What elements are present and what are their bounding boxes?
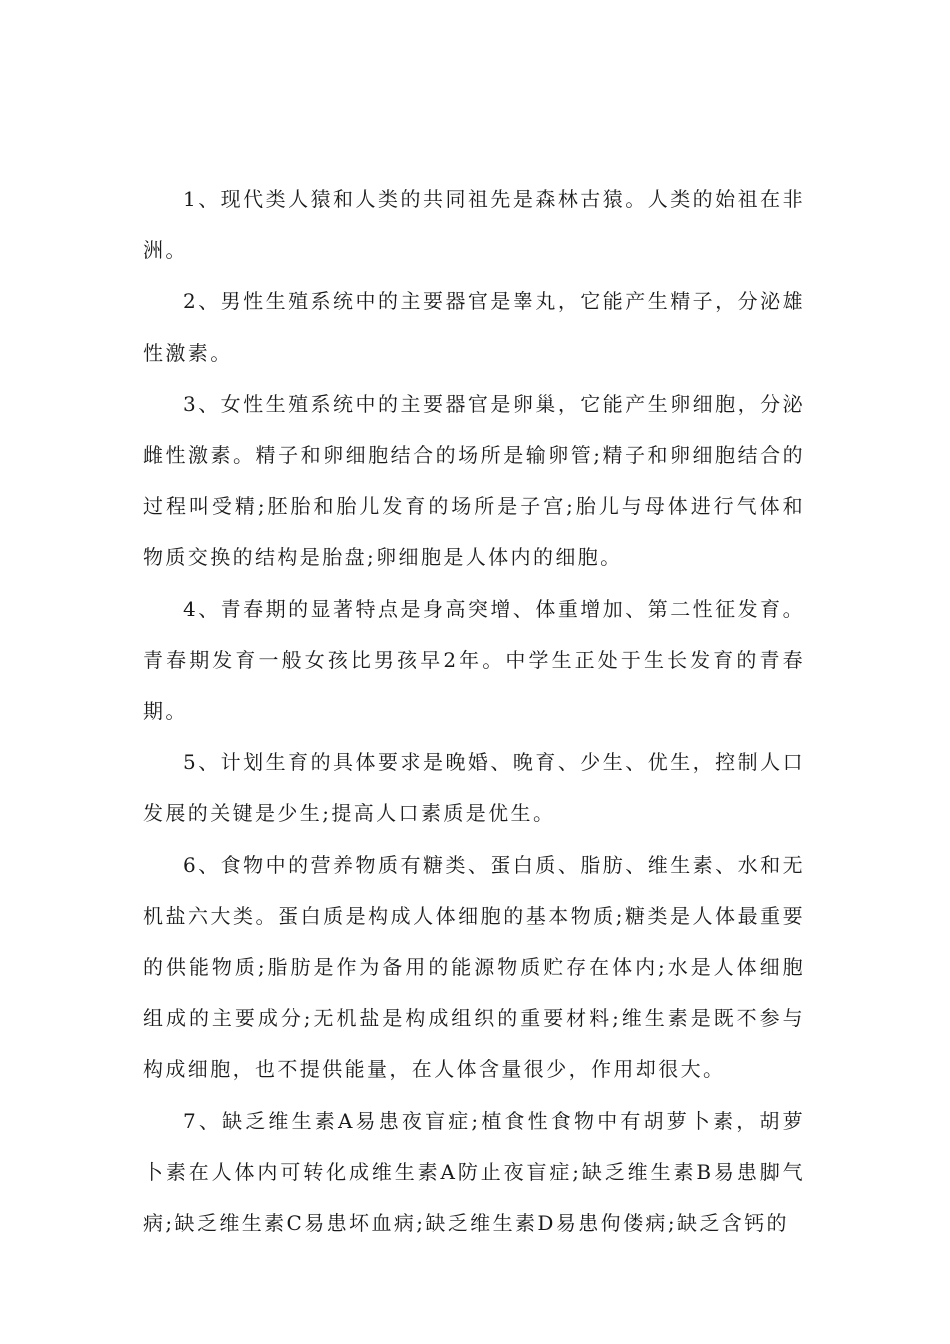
document-body <box>143 174 805 1249</box>
paragraph-3: 3、女性生殖系统中的主要器官是卵巢，它能产生卵细胞，分泌雌性激素。精子和卵细胞结合的场所是输卵管;精子和卵细胞结合的过程叫受精;胚胎和胎儿发育的场所是子宫;胎儿与母体进行气体和物质交换的结构是胎盘;卵细胞是人体内的细胞。 <box>143 391 805 570</box>
paragraph-2: 2、男性生殖系统中的主要器官是睾丸，它能产生精子，分泌雄性激素。 <box>143 289 805 365</box>
paragraph-1: 1、现代类人猿和人类的共同祖先是森林古猿。人类的始祖在非洲。 <box>143 187 805 263</box>
paragraph-7: 7、缺乏维生素A易患夜盲症;植食性食物中有胡萝卜素，胡萝卜素在人体内可转化成维生素A防止夜盲症;缺乏维生素B易患脚气病;缺乏维生素C易患坏血病;缺乏维生素D易患佝偻病;缺乏含钙的 <box>143 1108 805 1236</box>
paragraph-4: 4、青春期的显著特点是身高突增、体重增加、第二性征发育。青春期发育一般女孩比男孩早2年。中学生正处于生长发育的青春期。 <box>143 596 805 724</box>
paragraph-5: 5、计划生育的具体要求是晚婚、晚育、少生、优生，控制人口发展的关键是少生;提高人口素质是优生。 <box>143 750 805 826</box>
paragraph-6: 6、食物中的营养物质有糖类、蛋白质、脂肪、维生素、水和无机盐六大类。蛋白质是构成人体细胞的基本物质;糖类是人体最重要的供能物质;脂肪是作为备用的能源物质贮存在体内;水是人体细胞组成的主要成分;无机盐是构成组织的重要材料;维生素是既不参与构成细胞，也不提供能量，在人体含量很少，作用却很大。 <box>143 852 805 1082</box>
